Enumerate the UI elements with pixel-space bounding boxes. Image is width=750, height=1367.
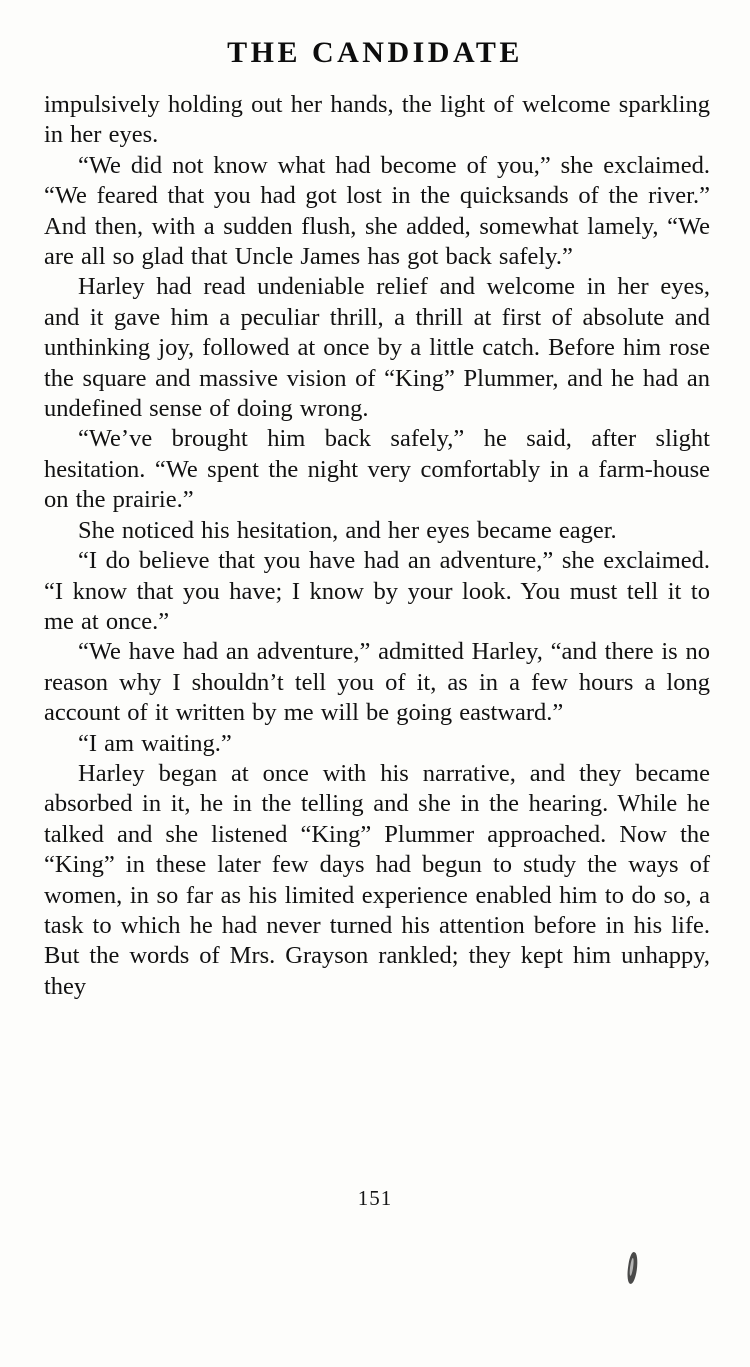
paragraph: “I am waiting.” xyxy=(78,729,232,757)
paragraph: Harley had read undeniable relief and welcome in her eyes, and it gave him a peculiar thrill, a thrill at first of absolute and unthinking joy, followed at once by a little catch. Before him rose the square and massive vision of “King” Plummer, and he had an undefined sense of doing wrong. xyxy=(44,273,710,423)
page-number: 151 xyxy=(357,1186,393,1210)
paragraph: “We’ve brought him back safely,” he said, after slight hesitation. “We spent the night very comfortably in a farm-house on the prairie.” xyxy=(44,425,710,514)
page-title: THE CANDIDATE xyxy=(227,36,523,69)
paragraph: “I do believe that you have had an adventure,” she exclaimed. “I know that you have; I know by your look. You must tell it to me at once.” xyxy=(44,547,710,635)
ink-speck-mark xyxy=(626,1252,639,1285)
paragraph: She noticed his hesitation, and her eyes became eager. xyxy=(78,516,617,544)
paragraph: “We did not know what had become of you,” she exclaimed. “We feared that you had got lost in the quicksands of the river.” And then, with a sudden flush, she added, somewhat lamely, “We are all so glad that Uncle James has got back safely.” xyxy=(44,151,710,271)
paragraph: Harley began at once with his narrative, and they became absorbed in it, he in the telling and she in the hearing. While he talked and she listened “King” Plummer approached. Now the “King” in these later few days had begun to study the ways of women, in so far as his limited experience enabled him to do so, a task to which he had never turned his attention before in his life. But the words of Mrs. Grayson rankled; they kept him unhappy, they xyxy=(44,759,710,1000)
page-body xyxy=(44,90,710,1002)
paragraph: impulsively holding out her hands, the light of welcome sparkling in her eyes. xyxy=(44,91,710,149)
paragraph: “We have had an adventure,” admitted Harley, “and there is no reason why I shouldn’t tell you of it, as in a few hours a long account of it written by me will be going eastward.” xyxy=(44,638,710,727)
